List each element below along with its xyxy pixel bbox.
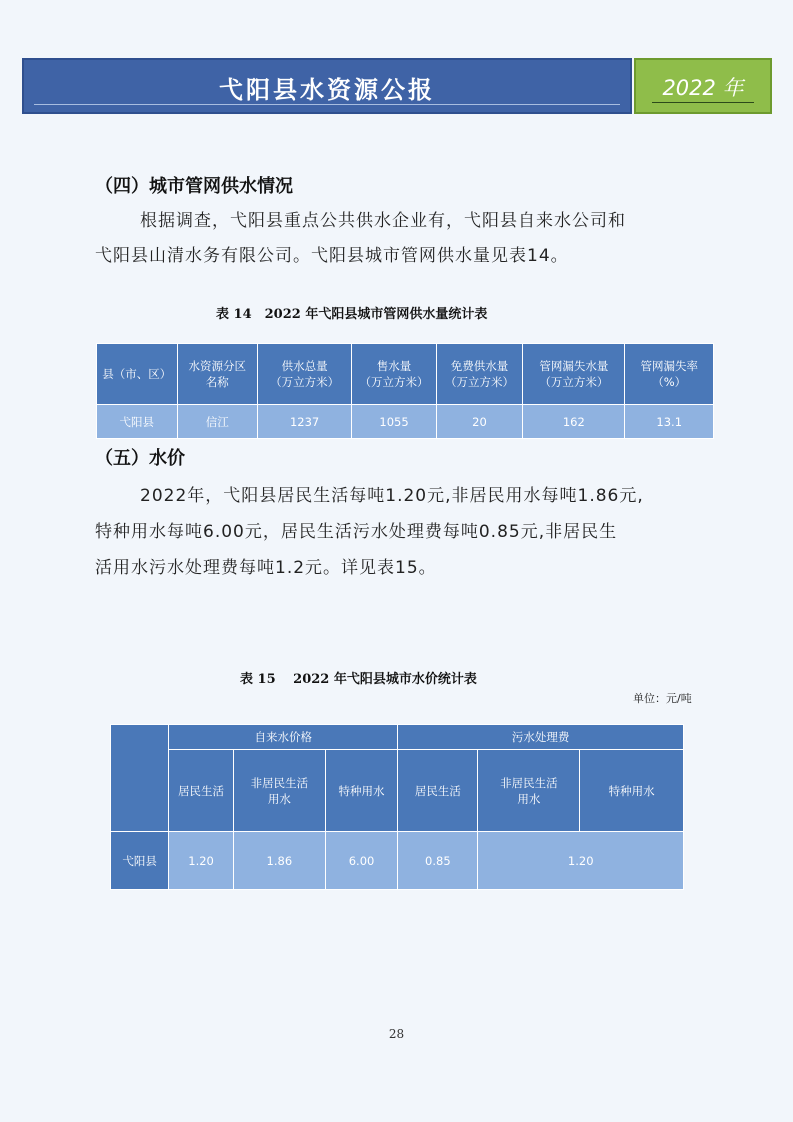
table-15-group-row xyxy=(111,725,684,750)
table-14-cell: 13.1 xyxy=(625,405,714,439)
table-15-unit: 单位：元/吨 xyxy=(633,692,692,705)
table-15-subheader-cell: 特种用水 xyxy=(325,750,397,832)
table-15-cell: 1.20 xyxy=(478,832,684,890)
table-15-cell: 0.85 xyxy=(398,832,478,890)
table-15-corner-cell xyxy=(111,725,169,832)
page-header xyxy=(22,58,774,114)
section-5-para-line-3: 活用水污水处理费每吨1.2元。详见表15。 xyxy=(95,558,437,578)
table-15-cell: 1.20 xyxy=(169,832,233,890)
table-14-header-cell: 管网漏失水量 （万立方米） xyxy=(523,344,625,405)
year-banner xyxy=(634,58,772,114)
table-14-header-cell: 售水量 （万立方米） xyxy=(352,344,436,405)
page-number: 28 xyxy=(388,1027,405,1041)
table-14-cell: 162 xyxy=(523,405,625,439)
table-14 xyxy=(96,343,714,439)
section-5-para-line-1: 2022年，弋阳县居民生活每吨1.20元,非居民用水每吨1.86元, xyxy=(140,486,644,506)
section-5-heading: （五）水价 xyxy=(95,448,185,469)
table-15-subheader-row xyxy=(111,750,684,832)
table-15-subheader-cell: 居民生活 xyxy=(398,750,478,832)
year-underline xyxy=(652,102,754,103)
section-4-para-line-1: 根据调查，弋阳县重点公共供水企业有，弋阳县自来水公司和 xyxy=(140,211,626,231)
table-15-group-sewage: 污水处理费 xyxy=(398,725,684,750)
table-15-subheader-cell: 特种用水 xyxy=(580,750,684,832)
title-banner xyxy=(22,58,632,114)
section-5-para-line-2: 特种用水每吨6.00元，居民生活污水处理费每吨0.85元,非居民生 xyxy=(95,522,618,542)
table-15-subheader-cell: 非居民生活 用水 xyxy=(478,750,580,832)
table-15-subheader-cell: 居民生活 xyxy=(169,750,233,832)
table-15-caption: 表 15 2022 年弋阳县城市水价统计表 xyxy=(240,672,477,687)
table-15-group-tap-water: 自来水价格 xyxy=(169,725,398,750)
table-14-header-cell: 供水总量 （万立方米） xyxy=(257,344,351,405)
table-14-cell: 20 xyxy=(436,405,522,439)
table-15-cell: 6.00 xyxy=(325,832,397,890)
section-4-para-line-2: 弋阳县山清水务有限公司。弋阳县城市管网供水量见表14。 xyxy=(95,246,569,266)
table-14-header-cell: 免费供水量 （万立方米） xyxy=(436,344,522,405)
section-4-heading: （四）城市管网供水情况 xyxy=(95,176,293,197)
table-14-cell: 弋阳县 xyxy=(97,405,178,439)
report-year: 2022 年 xyxy=(662,76,744,100)
table-15-subheader-cell: 非居民生活 用水 xyxy=(233,750,325,832)
table-14-header-row xyxy=(97,344,714,405)
report-title: 弋阳县水资源公报 xyxy=(219,75,435,104)
table-15 xyxy=(110,724,684,890)
table-14-caption: 表 14 2022 年弋阳县城市管网供水量统计表 xyxy=(216,307,488,322)
table-15-cell: 1.86 xyxy=(233,832,325,890)
table-14-header-cell: 管网漏失率 （%） xyxy=(625,344,714,405)
title-underline xyxy=(34,104,620,105)
table-15-row xyxy=(111,832,684,890)
table-14-header-cell: 县（市、区） xyxy=(97,344,178,405)
table-14-row xyxy=(97,405,714,439)
table-14-cell: 1055 xyxy=(352,405,436,439)
table-14-cell: 1237 xyxy=(257,405,351,439)
table-14-cell: 信江 xyxy=(177,405,257,439)
table-14-header-cell: 水资源分区 名称 xyxy=(177,344,257,405)
table-15-row-label: 弋阳县 xyxy=(111,832,169,890)
